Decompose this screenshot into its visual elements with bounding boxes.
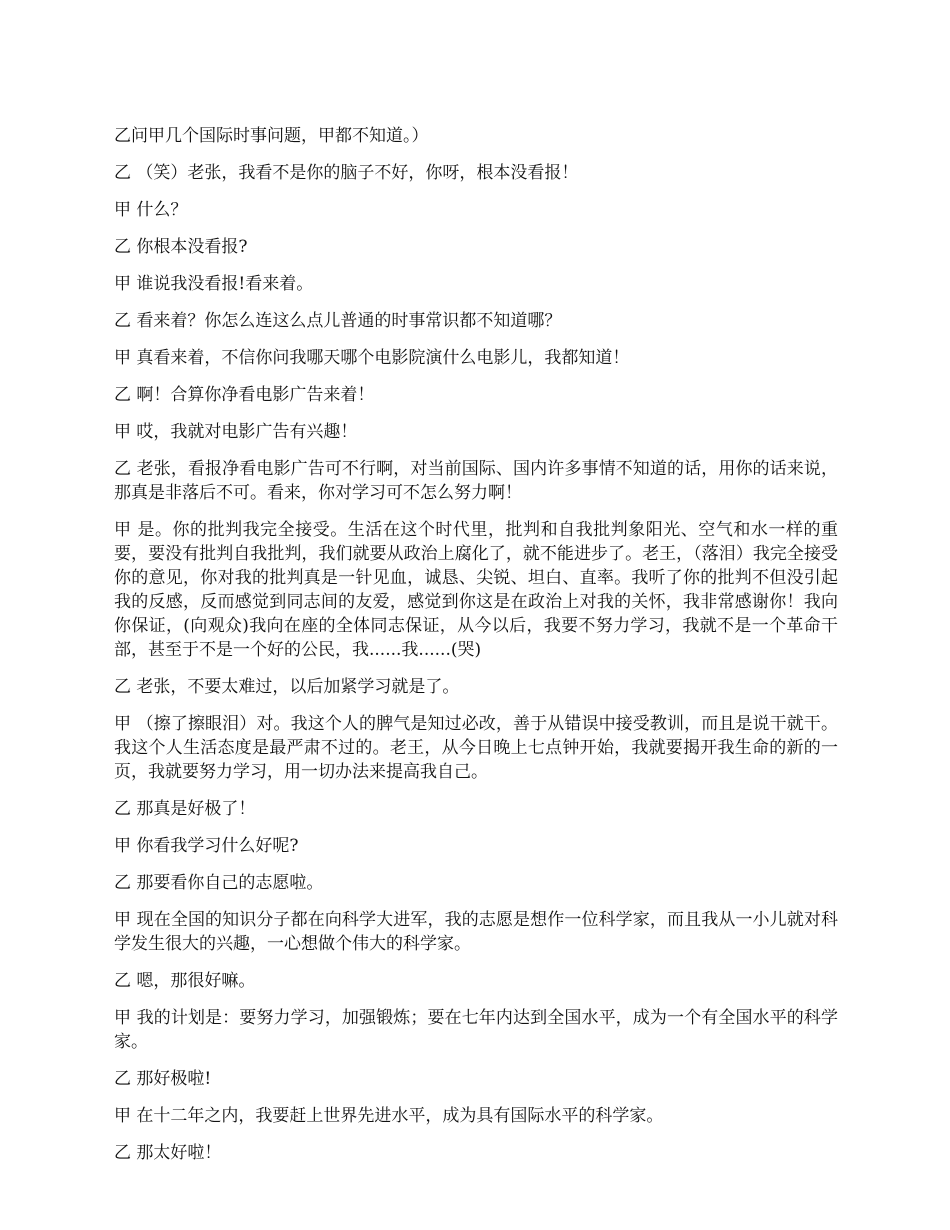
paragraph-15: 甲 你看我学习什么好呢? [114, 836, 299, 856]
paragraph-3: 甲 什么？ [114, 200, 188, 220]
paragraph-12: 乙 老张，不要太难过，以后加紧学习就是了。 [114, 677, 460, 697]
paragraph-19: 甲 我的计划是：要努力学习，加强锻炼；要在七年内达到全国水平，成为一个有全国水平的科学家。 [114, 1008, 838, 1052]
paragraph-5: 甲 谁说我没看报!看来着。 [114, 274, 314, 294]
paragraph-10: 乙 老张，看报净看电影广告可不行啊，对当前国际、国内许多事情不知道的话，用你的话来说，那真是非落后不可。看来，你对学习可不怎么努力啊！ [114, 459, 838, 503]
paragraph-14: 乙 那真是好极了！ [114, 799, 256, 819]
paragraph-7: 甲 真看来着，不信你问我哪天哪个电影院演什么电影儿，我都知道！ [114, 348, 630, 368]
paragraph-11: 甲 是。你的批判我完全接受。生活在这个时代里，批判和自我批判象阳光、空气和水一样的重要，要没有批判自我批判，我们就要从政治上腐化了，就不能进步了。老王，（落泪）我完全接受你的意见，你对我的批判真是一针见血，诚恳、尖锐、坦白、直率。我听了你的批判不但没引起我的反感，反而感觉到同志间的友爱，感觉到你这是在政治上对我的关怀，我非常感谢你！我向你保证，(向观众)我向在座的全体同志保证，从今以后，我要不努力学习，我就不是一个革命干部，甚至于不是一个好的公民，我......我......(哭) [114, 520, 838, 660]
paragraph-2: 乙 （笑）老张，我看不是你的脑子不好，你呀，根本没看报！ [114, 163, 579, 183]
paragraph-9: 甲 哎，我就对电影广告有兴趣！ [114, 422, 358, 442]
paragraph-13: 甲 （擦了擦眼泪）对。我这个人的脾气是知过必改，善于从错误中接受教训，而且是说干就干。我这个人生活态度是最严肃不过的。老王，从今日晚上七点钟开始，我就要揭开我生命的新的一页，我就要努力学习，用一切办法来提高我自己。 [114, 714, 838, 782]
paragraph-16: 乙 那要看你自己的志愿啦。 [114, 873, 324, 893]
paragraph-20: 乙 那好极啦! [114, 1069, 212, 1089]
paragraph-6: 乙 看来着？你怎么连这么点儿普通的时事常识都不知道哪？ [114, 311, 562, 331]
paragraph-4: 乙 你根本没看报? [114, 237, 248, 257]
paragraph-21: 甲 在十二年之内，我要赶上世界先进水平，成为具有国际水平的科学家。 [114, 1106, 664, 1126]
document-body [114, 124, 838, 1178]
paragraph-22: 乙 那太好啦！ [114, 1143, 222, 1163]
paragraph-1: 乙问甲几个国际时事问题，甲都不知道。） [114, 126, 429, 146]
paragraph-18: 乙 嗯，那很好嘛。 [114, 971, 256, 991]
paragraph-8: 乙 啊！合算你净看电影广告来着！ [114, 385, 375, 405]
paragraph-17: 甲 现在全国的知识分子都在向科学大进军，我的志愿是想作一位科学家，而且我从一小儿就对科学发生很大的兴趣，一心想做个伟大的科学家。 [114, 910, 838, 954]
